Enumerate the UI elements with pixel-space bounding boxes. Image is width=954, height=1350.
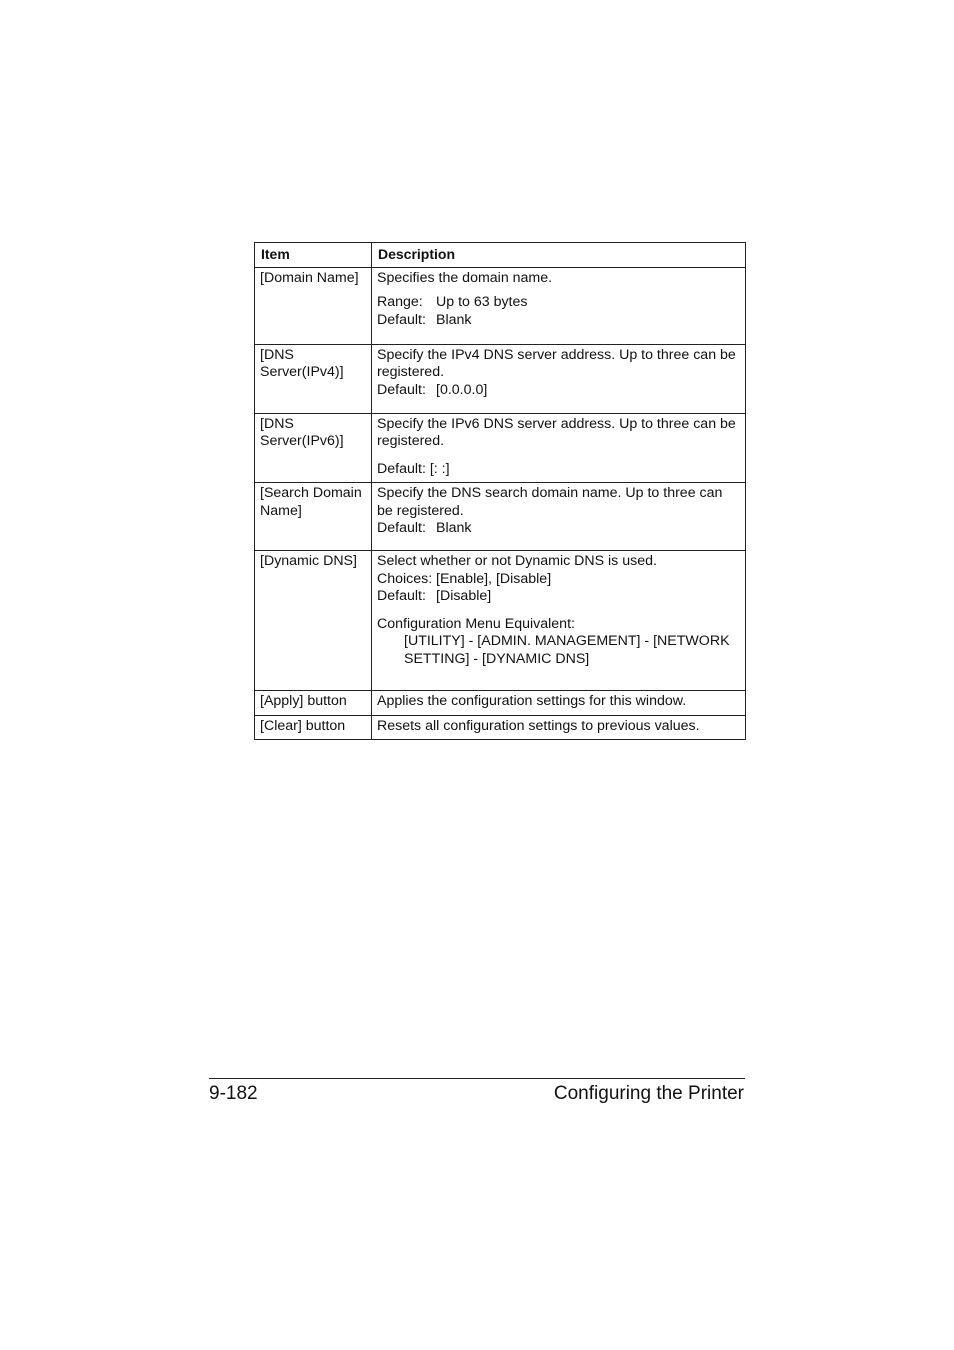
description-text: Specify the IPv4 DNS server address. Up to three can be registered.: [377, 346, 736, 380]
menu-equivalent-label: Configuration Menu Equivalent:: [377, 615, 575, 632]
range-label: Range:: [377, 294, 423, 310]
row-item: [DNS Server(IPv6)]: [255, 413, 372, 483]
range-line: [377, 294, 741, 312]
row-item: [Domain Name]: [255, 267, 372, 344]
default-value: [Disable]: [436, 588, 492, 604]
footer-divider: [209, 1078, 745, 1079]
default-label: Default:: [377, 311, 426, 328]
default-line: [377, 520, 741, 538]
menu-equivalent-path: [UTILITY] - [ADMIN. MANAGEMENT] - [NETWORK SETTING] - [DYNAMIC DNS]: [404, 633, 730, 667]
table-row: [255, 267, 746, 344]
table-row: [255, 715, 746, 740]
row-description: Resets all configuration settings to previous values.: [372, 715, 746, 740]
default-label: Default:: [377, 520, 426, 536]
row-item: [DNS Server(IPv4)]: [255, 344, 372, 413]
row-item: [Apply] button: [255, 691, 372, 716]
table-row: [255, 691, 746, 716]
row-description: [372, 267, 746, 344]
row-description: [372, 344, 746, 413]
table-row: [255, 413, 746, 483]
row-item: [Clear] button: [255, 715, 372, 740]
default-label: Default:: [377, 381, 426, 398]
row-description: [372, 413, 746, 483]
page-number: 9-182: [209, 1083, 258, 1104]
row-description: Applies the configuration settings for this window.: [372, 691, 746, 716]
row-description: [372, 483, 746, 551]
default-line: [377, 382, 741, 400]
description-text: Select whether or not Dynamic DNS is used.: [377, 553, 657, 569]
row-item: [Search Domain Name]: [255, 483, 372, 551]
choices-line: [377, 571, 741, 589]
choices-value: [Enable], [Disable]: [436, 570, 552, 587]
settings-table: [254, 242, 746, 740]
default-value: Blank: [436, 520, 472, 536]
row-description: [372, 551, 746, 691]
default-line: [377, 312, 741, 330]
header-item: Item: [255, 243, 372, 268]
table-row: [255, 483, 746, 551]
row-item: [Dynamic DNS]: [255, 551, 372, 691]
description-text: Specify the IPv6 DNS server address. Up to three can be registered.: [377, 415, 736, 449]
default-label: Default:: [377, 588, 426, 604]
default-value: Blank: [436, 311, 472, 328]
default-line: [377, 588, 741, 606]
table-header-row: [255, 243, 746, 268]
header-description: Description: [372, 243, 746, 268]
choices-label: Choices:: [377, 570, 433, 587]
description-text: Specifies the domain name.: [377, 269, 553, 286]
range-value: Up to 63 bytes: [436, 294, 528, 310]
default-line: Default: [: :]: [377, 460, 450, 477]
default-value: [0.0.0.0]: [436, 381, 488, 398]
table-row: [255, 344, 746, 413]
table-row: [255, 551, 746, 691]
description-text: Specify the DNS search domain name. Up to three can be registered.: [377, 485, 723, 519]
section-title: Configuring the Printer: [553, 1083, 744, 1104]
